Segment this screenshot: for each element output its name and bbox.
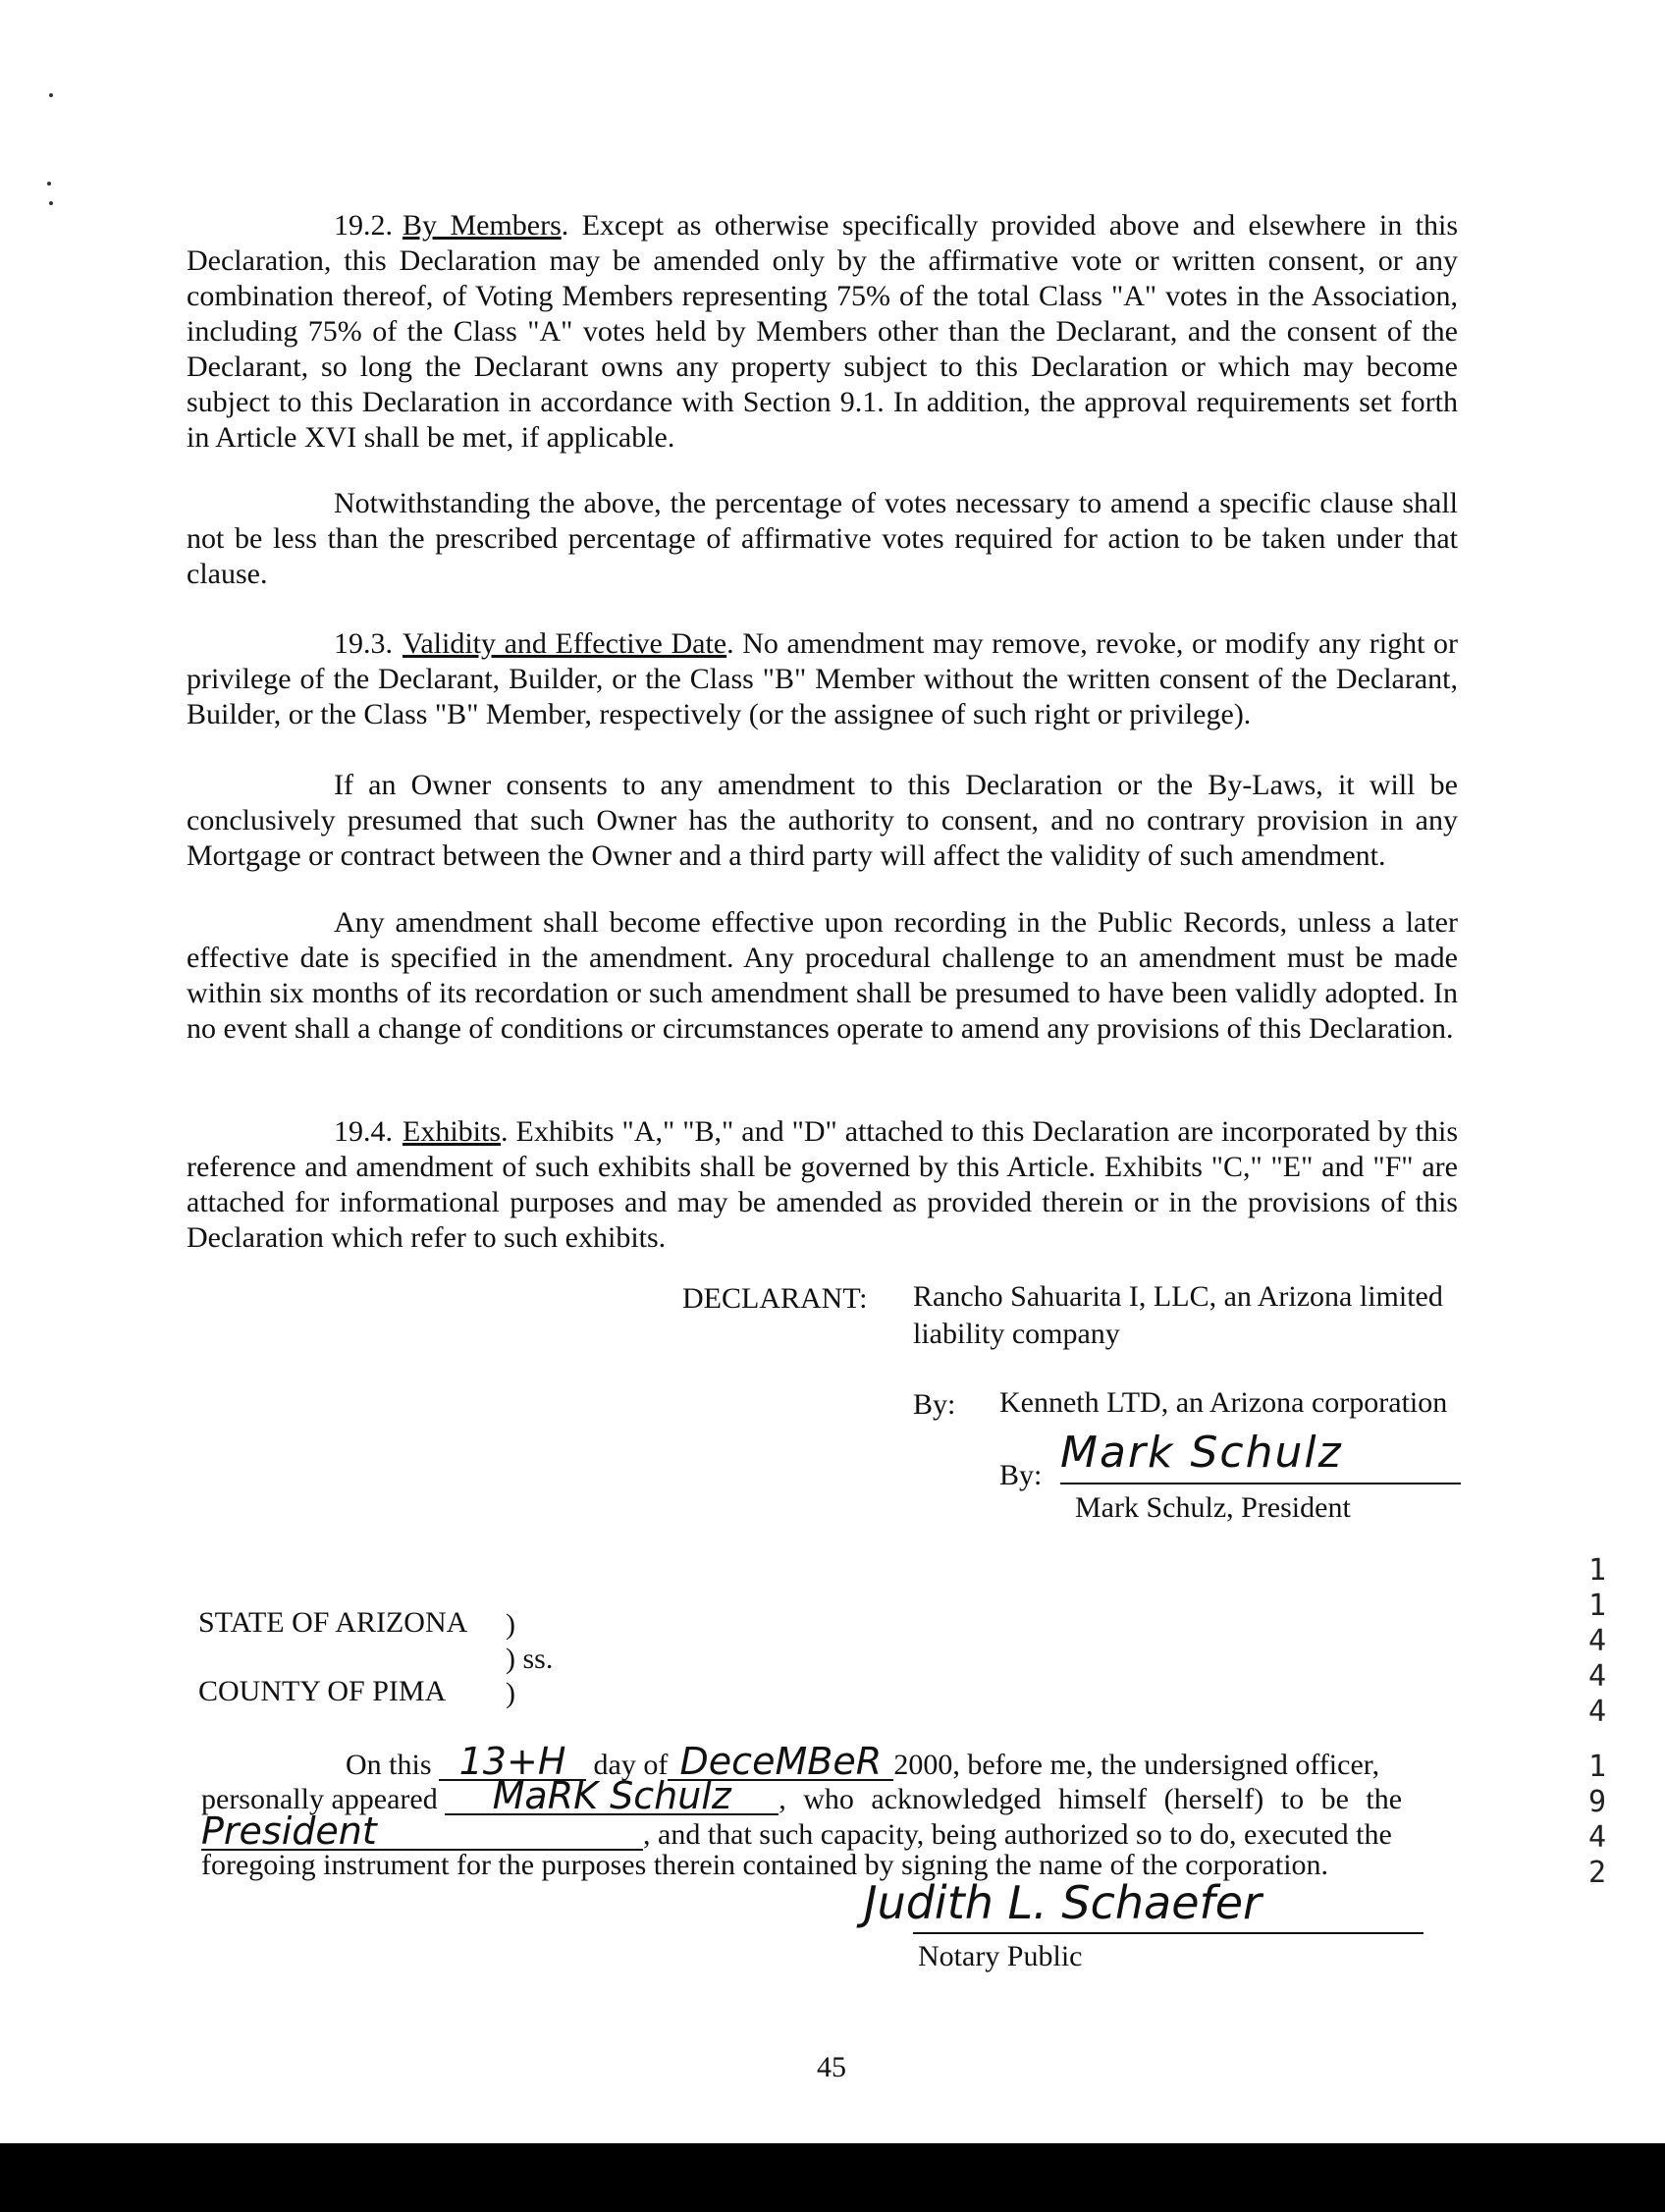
section-19-4 — [187, 1114, 1458, 1256]
ack-line-1: On this 13+H day of DeceMBeR 2000, before me, the undersigned officer, — [346, 1740, 1380, 1783]
section-heading: Exhibits — [403, 1115, 502, 1148]
paragraph-effective: Any amendment shall become effective upon recording in the Public Records, unless a later effective date is specified in the amendment. Any procedural challenge to an amendment must be made within six months of its recordation or such amendment shall be presumed to have been validly adopted. In no event shall a change of conditions or circumstances operate to amend any provisions of this Declaration. — [187, 906, 1458, 1045]
section-number: 19.4. — [334, 1115, 393, 1148]
paragraph-notwithstanding: Notwithstanding the above, the percentage of votes necessary to amend a specific clause shall not be less than the prescribed percentage of affirmative votes required for action to be taken under that clause. — [187, 487, 1458, 590]
ack-line-4: foregoing instrument for the purposes therein contained by signing the name of the corporation. — [201, 1849, 1329, 1881]
declarant-label: DECLARANT: — [682, 1282, 868, 1315]
declarant-signature: Mark Schulz — [1060, 1428, 1343, 1478]
signer-name: Mark Schulz, President — [1075, 1491, 1351, 1524]
scan-speck — [47, 182, 51, 186]
notary-label: Notary Public — [918, 1940, 1083, 1972]
ack-line-3: President , and that such capacity, being authorized so to do, executed the — [201, 1809, 1392, 1853]
declarant-line-1: Rancho Sahuarita I, LLC, an Arizona limited — [913, 1280, 1443, 1313]
recording-stamp-top: 1 1 4 4 4 — [1587, 1553, 1607, 1729]
scan-border — [0, 2143, 1665, 2212]
notary-signature: Judith L. Schaefer — [864, 1876, 1262, 1929]
scan-speck — [49, 201, 53, 205]
page-number: 45 — [817, 2051, 846, 2083]
notary-signature-line — [913, 1932, 1423, 1934]
section-number: 19.2. — [334, 209, 393, 242]
section-heading: Validity and Effective Date — [403, 627, 727, 660]
section-number: 19.3. — [334, 627, 393, 660]
paragraph-owner-consent: If an Owner consents to any amendment to this Declaration or the By-Laws, it will be conclusively presumed that such Owner has the authority to consent, and no contrary provision in any Mortgage or contract between the Owner and a third party will affect the validity of such amendment. — [187, 769, 1458, 872]
name-field: MaRK Schulz — [445, 1778, 779, 1815]
by2-label: By: — [999, 1459, 1043, 1491]
title-field: President — [201, 1813, 643, 1851]
venue-paren: ) — [506, 1608, 515, 1641]
ack-line-2: personally appeared MaRK Schulz , who acknowledged himself (herself) to be the — [201, 1774, 1403, 1817]
recording-stamp-bottom: 1 9 4 2 — [1587, 1750, 1607, 1890]
county-line: COUNTY OF PIMA — [198, 1675, 447, 1707]
declarant-line-2: liability company — [913, 1318, 1120, 1350]
venue-paren: ) — [506, 1677, 515, 1709]
day-field: 13+H — [439, 1744, 586, 1781]
venue-ss: ) ss. — [506, 1643, 554, 1675]
section-19-3 — [187, 626, 1458, 732]
by-entity: Kenneth LTD, an Arizona corporation — [999, 1386, 1448, 1419]
signature-line — [1060, 1483, 1461, 1484]
section-heading: By Members — [403, 209, 562, 242]
section-19-2 — [187, 208, 1458, 456]
section-text: . Except as otherwise specifically provided above and elsewhere in this Declaration, this Declaration may be amended only by the affirmative vote or written consent, or any combination thereof, of Voting Members representing 75% of the total Class "A" votes in the Association, including 75% of the Class "A" votes held by Members other than the Declarant, and the consent of the Declarant, so long the Declarant owns any property subject to this Declaration or which may become subject to this Declaration in accordance with Section 9.1. In addition, the approval requirements set forth in Article XVI shall be met, if applicable. — [187, 209, 1458, 454]
section-text: . Exhibits "A," "B," and "D" attached to this Declaration are incorporated by this reference and amendment of such exhibits shall be governed by this Article. Exhibits "C," "E" and "F" are attached for informational purposes and may be amended as provided therein or in the provisions of this Declaration which refer to such exhibits. — [187, 1115, 1458, 1254]
scan-speck — [49, 93, 53, 97]
section-text: . No amendment may remove, revoke, or modify any right or privilege of the Declarant, Builder, or the Class "B" Member without the written consent of the Declarant, Builder, or the Class "B" Member, respectively (or the assignee of such right or privilege). — [187, 627, 1458, 730]
state-line: STATE OF ARIZONA — [198, 1606, 468, 1639]
month-field: DeceMBeR — [668, 1744, 893, 1781]
by-label: By: — [913, 1388, 956, 1421]
